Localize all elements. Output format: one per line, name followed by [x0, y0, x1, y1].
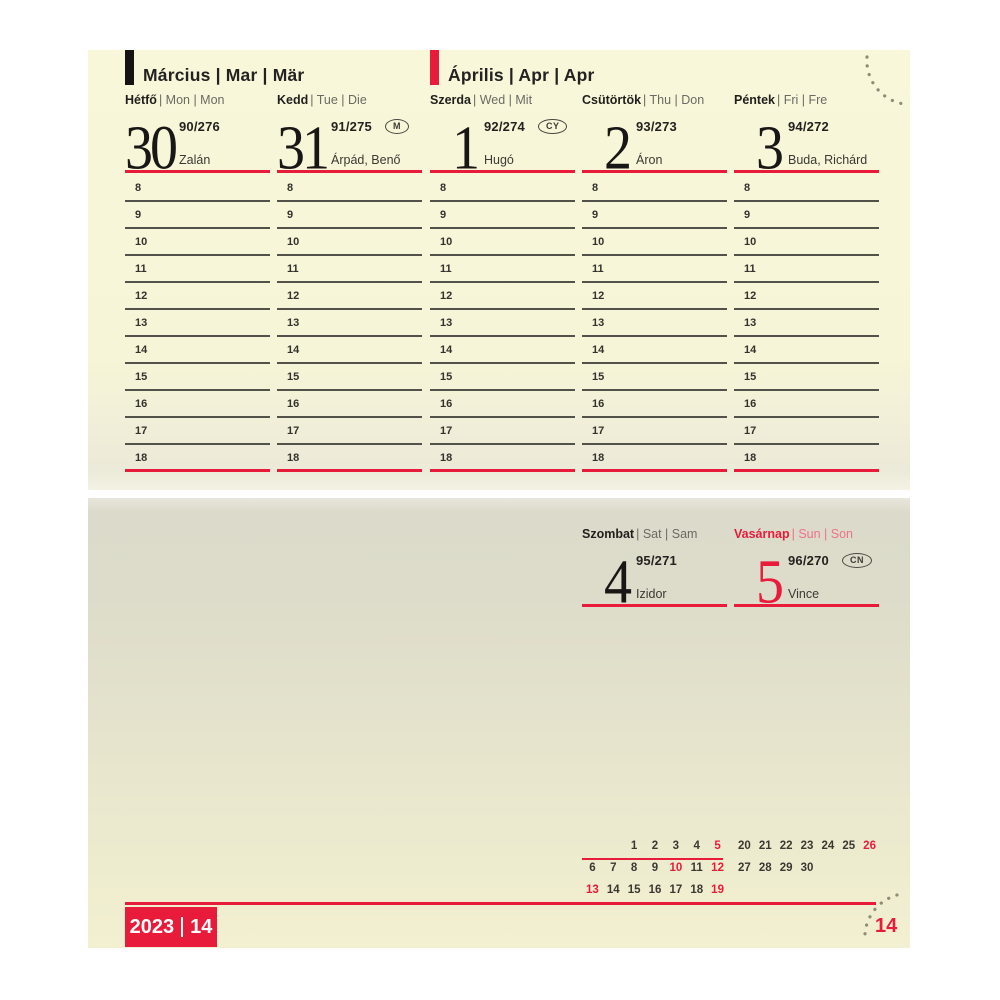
minical-day: 10	[669, 862, 683, 874]
day-of-year: 93/273	[636, 119, 677, 134]
day-of-year: 91/275	[331, 119, 372, 134]
hour-row: 13	[582, 310, 727, 337]
hour-row: 8	[734, 175, 879, 202]
date-block	[734, 112, 879, 184]
hour-row: 14	[582, 337, 727, 364]
weekday-header	[582, 93, 727, 111]
hour-row: 11	[430, 256, 575, 283]
hour-row: 12	[582, 283, 727, 310]
weekday-name: Hétfő	[125, 93, 157, 107]
mini-calendar-right	[734, 838, 880, 882]
minical-day: 11	[690, 862, 703, 874]
hour-row: 8	[125, 175, 270, 202]
hour-grid	[430, 175, 575, 472]
date-block	[582, 112, 727, 184]
minical-day	[838, 860, 859, 882]
weekday-header	[277, 93, 422, 111]
minical-day: 29	[779, 862, 793, 874]
minical-day	[603, 838, 624, 860]
minical-day: 8	[630, 862, 638, 874]
day-number: 5	[756, 547, 781, 618]
minical-day: 6	[589, 862, 596, 874]
hour-row: 14	[734, 337, 879, 364]
date-meta	[631, 546, 727, 604]
badge-week: 14	[190, 915, 213, 938]
date-block	[277, 112, 422, 184]
hour-row: 10	[582, 229, 727, 256]
weekday-intl: | Fri | Fre	[777, 93, 828, 107]
day-number: 3	[756, 113, 781, 184]
minical-day	[582, 838, 603, 860]
minical-day: 2	[651, 840, 659, 852]
hour-row: 12	[125, 283, 270, 310]
hour-row: 18	[277, 445, 422, 472]
date-meta	[326, 112, 422, 170]
hour-row: 11	[125, 256, 270, 283]
day-column-tuesday	[277, 93, 422, 472]
minical-day: 17	[669, 884, 683, 896]
weekday-name: Péntek	[734, 93, 775, 107]
minical-day: 3	[672, 840, 680, 852]
hour-row: 11	[277, 256, 422, 283]
hour-row: 16	[734, 391, 879, 418]
hour-row: 11	[582, 256, 727, 283]
date-block	[582, 546, 727, 618]
minical-day: 22	[779, 840, 793, 852]
current-week-underline	[582, 858, 723, 860]
hour-row: 10	[734, 229, 879, 256]
minical-day: 15	[627, 884, 641, 896]
hour-row: 9	[582, 202, 727, 229]
month-marker-icon	[125, 50, 134, 85]
day-badge: CY	[538, 119, 568, 134]
minical-day: 19	[711, 884, 724, 896]
day-number: 30	[125, 113, 175, 184]
hour-row: 9	[430, 202, 575, 229]
hour-row: 18	[734, 445, 879, 472]
corner-dots-icon	[850, 886, 910, 946]
hour-row: 17	[430, 418, 575, 445]
minical-day: 9	[651, 862, 659, 874]
footer-rule	[125, 902, 876, 905]
hour-row: 16	[582, 391, 727, 418]
minical-day	[859, 860, 880, 882]
date-block	[734, 546, 879, 618]
weekday-header	[582, 527, 727, 545]
name-day: Árpád, Benő	[331, 153, 401, 167]
weekday-name: Szerda	[430, 93, 471, 107]
page-number: 14	[875, 915, 898, 937]
hour-row: 12	[277, 283, 422, 310]
minical-day: 20	[738, 840, 751, 852]
minical-day: 26	[863, 840, 876, 852]
month-label: Március | Mar | Mär	[143, 64, 305, 85]
date-meta	[174, 112, 270, 170]
minical-day: 16	[648, 884, 662, 896]
day-column-monday	[125, 93, 270, 472]
day-badge: CN	[842, 553, 872, 568]
weekday-intl: | Sat | Sam	[636, 527, 698, 541]
name-day: Hugó	[484, 153, 514, 167]
minical-day: 13	[586, 884, 599, 896]
month-marker-icon	[430, 50, 439, 85]
date-block	[430, 112, 575, 184]
minical-day: 25	[842, 840, 856, 852]
name-day: Izidor	[636, 587, 667, 601]
weekday-name: Csütörtök	[582, 93, 642, 107]
weekday-intl: | Wed | Mit	[473, 93, 533, 107]
hour-row: 15	[430, 364, 575, 391]
badge-separator	[181, 917, 183, 937]
hour-grid	[125, 175, 270, 472]
hour-row: 12	[430, 283, 575, 310]
badge-year: 2023	[129, 915, 175, 938]
hour-row: 18	[430, 445, 575, 472]
day-of-year: 90/276	[179, 119, 220, 134]
name-day: Vince	[788, 587, 820, 601]
month-header-april	[430, 50, 594, 85]
hour-row: 16	[277, 391, 422, 418]
hour-grid	[734, 175, 879, 472]
hour-row: 16	[430, 391, 575, 418]
date-meta	[479, 112, 575, 170]
hour-row: 8	[430, 175, 575, 202]
day-of-year: 92/274	[484, 119, 525, 134]
weekday-name: Szombat	[582, 527, 635, 541]
day-number: 2	[604, 113, 629, 184]
year-week-badge	[125, 907, 217, 947]
hour-row: 10	[430, 229, 575, 256]
name-day: Áron	[636, 153, 663, 167]
weekday-header	[125, 93, 270, 111]
minical-day: 7	[610, 862, 617, 874]
month-label: Április | Apr | Apr	[448, 64, 595, 85]
minical-day: 21	[758, 840, 772, 852]
minical-day: 14	[606, 884, 620, 896]
hour-row: 17	[277, 418, 422, 445]
planner-lower-page	[88, 498, 910, 948]
minical-day: 28	[758, 862, 772, 874]
minical-day: 27	[738, 862, 751, 874]
hour-row: 8	[277, 175, 422, 202]
weekday-intl: | Thu | Don	[643, 93, 705, 107]
hour-row: 14	[125, 337, 270, 364]
minical-day: 1	[630, 840, 638, 852]
hour-row: 17	[582, 418, 727, 445]
minical-day	[817, 860, 838, 882]
moon-badge: M	[385, 119, 409, 134]
hour-row: 11	[734, 256, 879, 283]
minical-day: 18	[690, 884, 704, 896]
day-number: 1	[452, 113, 477, 184]
hour-row: 9	[125, 202, 270, 229]
day-column-saturday	[582, 527, 727, 618]
weekday-intl: | Sun | Son	[791, 527, 853, 541]
weekday-header	[734, 93, 879, 111]
hour-row: 13	[430, 310, 575, 337]
hour-row: 10	[125, 229, 270, 256]
weekday-header	[734, 527, 879, 545]
day-column-friday	[734, 93, 879, 472]
weekday-name: Vasárnap	[734, 527, 790, 541]
minical-day: 23	[800, 840, 814, 852]
date-meta	[783, 112, 879, 170]
day-of-year: 96/270	[788, 553, 829, 568]
hour-grid	[277, 175, 422, 472]
planner-upper-page	[88, 50, 910, 490]
weekday-header	[430, 93, 575, 111]
date-meta	[631, 112, 727, 170]
weekday-intl: | Tue | Die	[310, 93, 367, 107]
month-header-march	[125, 50, 304, 85]
hour-row: 14	[430, 337, 575, 364]
day-column-sunday	[734, 527, 879, 618]
hour-grid	[582, 175, 727, 472]
hour-row: 12	[734, 283, 879, 310]
hour-row: 17	[125, 418, 270, 445]
name-day: Buda, Richárd	[788, 153, 868, 167]
weekday-name: Kedd	[277, 93, 309, 107]
hour-row: 13	[734, 310, 879, 337]
day-column-wednesday	[430, 93, 575, 472]
mini-calendar-left	[582, 838, 728, 904]
minical-day: 12	[711, 862, 724, 874]
weekday-intl: | Mon | Mon	[158, 93, 225, 107]
hour-row: 18	[582, 445, 727, 472]
minical-day: 30	[800, 862, 814, 874]
hour-row: 15	[277, 364, 422, 391]
hour-row: 18	[125, 445, 270, 472]
hour-row: 13	[277, 310, 422, 337]
day-number: 4	[604, 547, 629, 618]
day-of-year: 95/271	[636, 553, 677, 568]
date-meta	[783, 546, 879, 604]
day-column-thursday	[582, 93, 727, 472]
hour-row: 8	[582, 175, 727, 202]
name-day: Zalán	[179, 153, 211, 167]
day-of-year: 94/272	[788, 119, 829, 134]
hour-row: 16	[125, 391, 270, 418]
minical-day: 5	[714, 840, 721, 852]
hour-row: 13	[125, 310, 270, 337]
hour-row: 15	[582, 364, 727, 391]
day-number: 31	[277, 113, 327, 184]
date-block	[125, 112, 270, 184]
hour-row: 10	[277, 229, 422, 256]
minical-day: 4	[693, 840, 700, 852]
hour-row: 9	[734, 202, 879, 229]
hour-row: 14	[277, 337, 422, 364]
hour-row: 15	[734, 364, 879, 391]
minical-day: 24	[821, 840, 835, 852]
hour-row: 17	[734, 418, 879, 445]
hour-row: 15	[125, 364, 270, 391]
hour-row: 9	[277, 202, 422, 229]
